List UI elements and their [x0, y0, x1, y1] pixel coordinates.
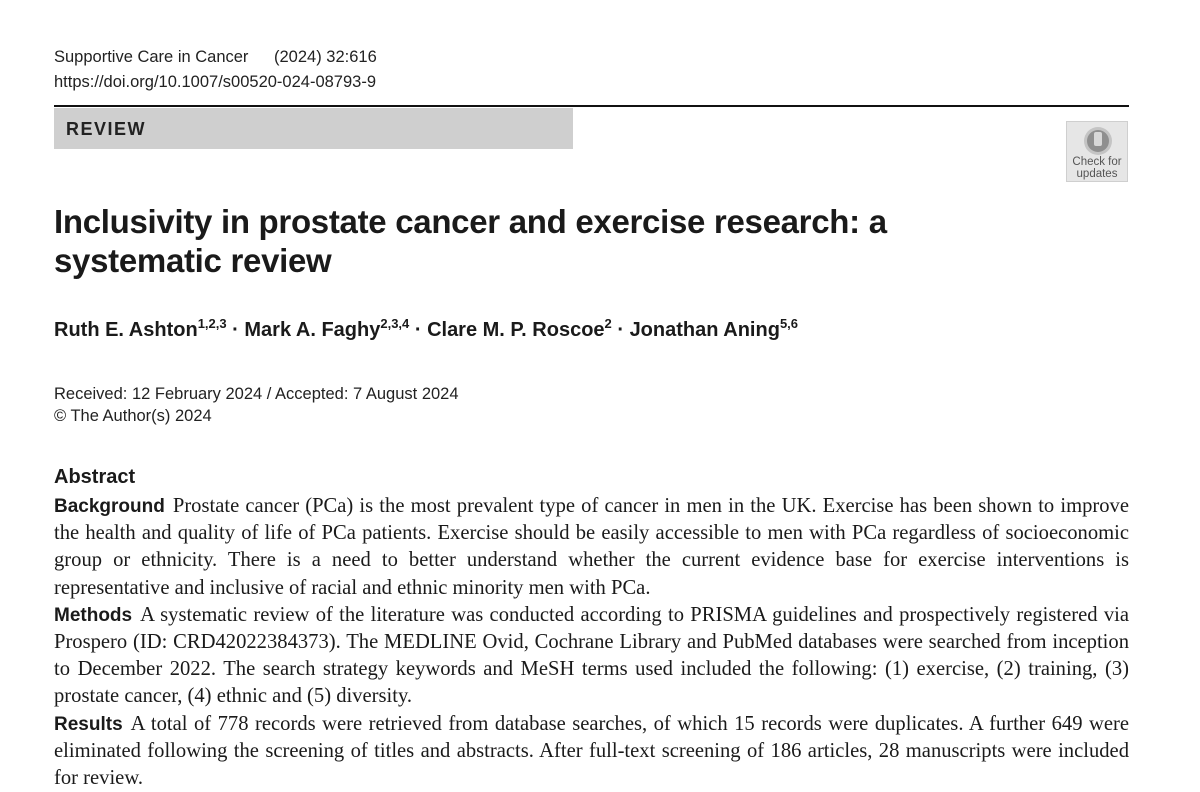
copyright-line: © The Author(s) 2024 — [54, 407, 212, 425]
author-affiliation: 2 — [604, 316, 612, 331]
author-name[interactable]: Clare M. P. Roscoe — [427, 319, 605, 341]
author-affiliation: 2,3,4 — [380, 316, 410, 331]
article-dates — [54, 383, 459, 427]
journal-citation-line — [54, 46, 377, 68]
abstract-section-results — [54, 711, 1129, 792]
section-text: A total of 778 records were retrieved from database searches, of which 15 records were duplicates. A further 649 were eliminated following the screening of titles and abstracts. After full-text screening of 186 articles, 28 manuscripts were included for review. — [54, 712, 1129, 790]
author-affiliation: 1,2,3 — [197, 316, 227, 331]
check-for-updates-text: Check for updates — [1072, 156, 1122, 180]
article-type-label: REVIEW — [66, 119, 147, 139]
author-separator: · — [226, 319, 245, 341]
doi-link[interactable]: https://doi.org/10.1007/s00520-024-08793-9 — [54, 73, 376, 91]
journal-volume: (2024) 32:616 — [274, 48, 377, 66]
abstract-section-methods — [54, 602, 1129, 711]
article-type-bar — [54, 108, 573, 149]
section-text: Prostate cancer (PCa) is the most prevalent type of cancer in men in the UK. Exercise has been shown to improve the health and quality of life of PCa patients. Exercise should be easily accessible to men with PCa regardless of socioeconomic group or ethnicity. There is a need to better understand whether the current evidence base for exercise interventions is representative and inclusive of racial and ethnic minority men with PCa. — [54, 495, 1129, 599]
section-label: Results — [54, 713, 123, 735]
check-for-updates-badge[interactable] — [1066, 121, 1128, 182]
received-accepted-dates: Received: 12 February 2024 / Accepted: 7 August 2024 — [54, 385, 459, 403]
abstract-section-background — [54, 493, 1129, 602]
author-name[interactable]: Jonathan Aning — [629, 319, 780, 341]
article-title: Inclusivity in prostate cancer and exercise research: a systematic review — [54, 203, 887, 279]
author-affiliation: 5,6 — [779, 316, 799, 331]
section-text: A systematic review of the literature was conducted according to PRISMA guidelines and prospectively registered via Prospero (ID: CRD42022384373). The MEDLINE Ovid, Cochrane Library and PubMed databases were searched from inception to December 2022. The search strategy keywords and MeSH terms used included the following: (1) exercise, (2) training, (3) prostate cancer, (4) ethnic and (5) diversity. — [54, 603, 1129, 708]
abstract-heading: Abstract — [54, 466, 136, 488]
journal-name: Supportive Care in Cancer — [54, 48, 249, 66]
abstract-body — [54, 493, 1129, 792]
author-name[interactable]: Mark A. Faghy — [244, 319, 381, 341]
author-list — [54, 316, 798, 344]
crossmark-icon — [1081, 126, 1115, 158]
author-separator: · — [409, 319, 428, 341]
author-name[interactable]: Ruth E. Ashton — [54, 319, 198, 341]
header-rule — [54, 105, 1129, 107]
section-label: Background — [54, 496, 165, 517]
author-separator: · — [611, 319, 630, 341]
section-label: Methods — [54, 604, 133, 626]
